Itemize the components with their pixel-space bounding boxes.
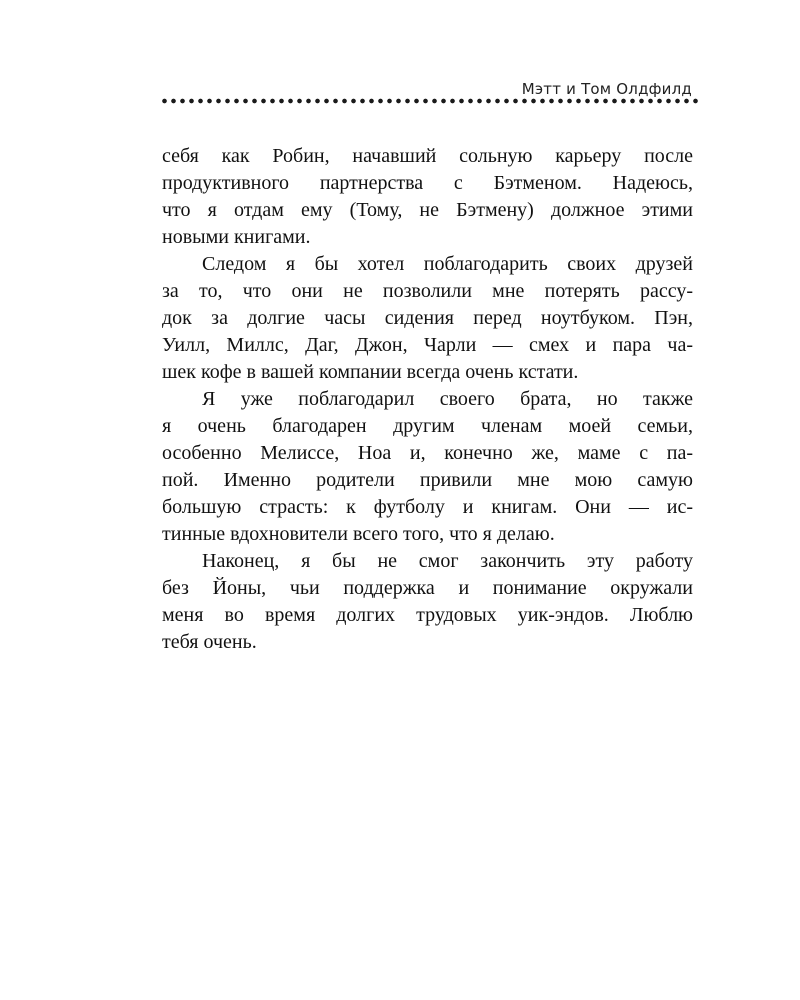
text-line: пой. Именно родители привили мне мою самую [162, 469, 693, 491]
running-head: Мэтт и Том Олдфилд [521, 80, 692, 98]
paragraph-4 [162, 548, 693, 656]
text-line: большую страсть: к футболу и книгам. Они — ис- [162, 496, 693, 518]
text-line: док за долгие часы сидения перед ноутбуком. Пэн, [162, 307, 693, 329]
text-line: тинные вдохновители всего того, что я делаю. [162, 523, 555, 545]
text-line: Уилл, Миллс, Даг, Джон, Чарли — смех и пара ча- [162, 334, 693, 356]
dotted-divider [160, 98, 700, 104]
text-line: я очень благодарен другим членам моей семьи, [162, 415, 693, 437]
paragraph-1 [162, 143, 693, 251]
text-line: меня во время долгих трудовых уик-эндов. Люблю [162, 604, 693, 626]
paragraph-3 [162, 386, 693, 548]
text-line: Следом я бы хотел поблагодарить своих друзей [202, 253, 693, 275]
text-line: себя как Робин, начавший сольную карьеру после [162, 145, 693, 167]
text-line: продуктивного партнерства с Бэтменом. Надеюсь, [162, 172, 693, 194]
text-line: за то, что они не позволили мне потерять рассу- [162, 280, 693, 302]
text-line: что я отдам ему (Тому, не Бэтмену) должное этими [162, 199, 693, 221]
text-line: тебя очень. [162, 631, 257, 653]
paragraph-2 [162, 251, 693, 386]
text-line: новыми книгами. [162, 226, 311, 248]
body-text [162, 143, 693, 656]
text-line: Наконец, я бы не смог закончить эту работу [202, 550, 693, 572]
text-line: без Йоны, чьи поддержка и понимание окружали [162, 577, 693, 599]
text-line: шек кофе в вашей компании всегда очень кстати. [162, 361, 579, 383]
text-line: Я уже поблагодарил своего брата, но также [202, 388, 693, 410]
text-line: особенно Мелиссе, Ноа и, конечно же, маме с па- [162, 442, 693, 464]
